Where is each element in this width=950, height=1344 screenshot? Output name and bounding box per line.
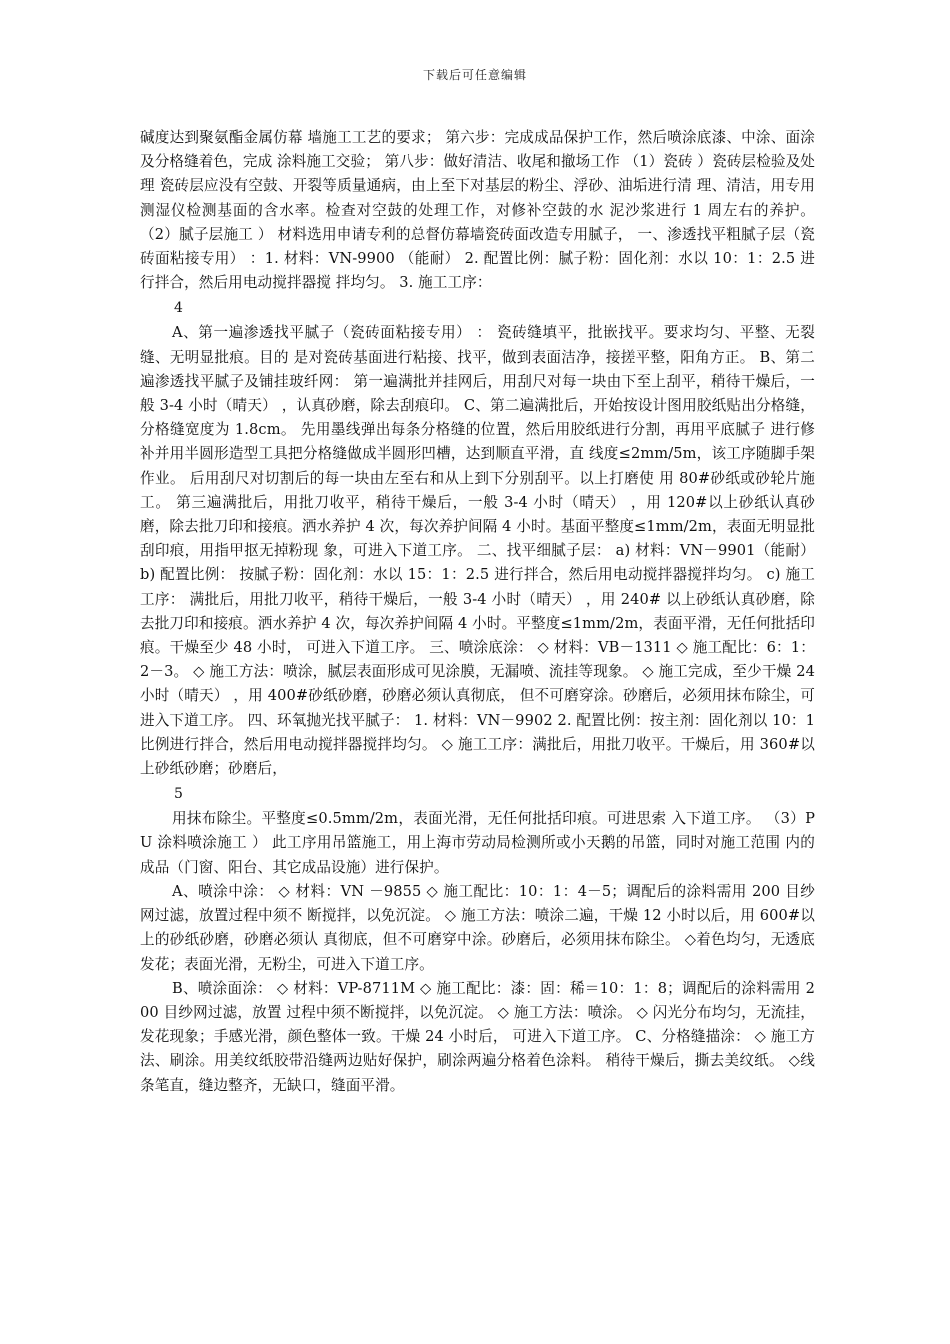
- paragraph: 用抹布除尘。平整度≤0.5mm/2m，表面光滑，无任何批括印痕。可进思索 入下道工序。 （3）PU 涂料喷涂施工 ） 此工序用吊篮施工，用上海市劳动局检测所或小天鹅的吊篮，同时对施工范围 内的成品（门窗、阳台、其它成品设施）进行保护。: [140, 810, 815, 876]
- page-number: 5: [174, 786, 184, 803]
- document-body: [140, 126, 815, 1098]
- paragraph: 碱度达到聚氨酯金属仿幕 墙施工工艺的要求； 第六步：完成成品保护工作，然后喷涂底漆、中涂、面涂及分格缝着色，完成 涂料施工交验； 第八步：做好清洁、收尾和撤场工作 （1）瓷砖 ）瓷砖层检验及处理 瓷砖层应没有空鼓、开裂等质量通病，由上至下对基层的粉尘、浮砂、油垢进行清 理、清洁，用专用测湿仪检测基面的含水率。检查对空鼓的处理工作，对修补空鼓的水 泥沙浆进行 1 周左右的养护。 （2）腻子层施工 ） 材料选用申请专利的总督仿幕墙瓷砖面改造专用腻子， 一、渗透找平粗腻子层（瓷砖面粘接专用） ：1. 材料：VN-9900 （能耐） 2. 配置比例：腻子粉：固化剂：水以 10：1：2.5 进行拌合，然后用电动搅拌器搅 拌均匀。 3. 施工工序：: [140, 129, 815, 292]
- paragraph: B、喷涂面涂： ◇ 材料：VP-8711M ◇ 施工配比：漆：固：稀＝10：1：8；调配后的涂料需用 200 目纱网过滤，放置 过程中须不断搅拌，以免沉淀。 ◇ 施工方法：喷涂。 ◇ 闪光分布均匀，无流挂，发花现象；手感光滑，颜色整体一致。干燥 24 小时后， 可进入下道工序。 C、分格缝描涂： ◇ 施工方法、刷涂。用美纹纸胶带沿缝两边贴好保护，刷涂两遍分格着色涂料。 稍待干燥后，撕去美纹纸。 ◇线条笔直，缝边整齐，无缺口，缝面平滑。: [140, 979, 815, 1094]
- page-number: 4: [174, 300, 184, 317]
- paragraph: A、第一遍渗透找平腻子（瓷砖面粘接专用） ： 瓷砖缝填平，批嵌找平。要求均匀、平整、无裂缝、无明显批痕。目的 是对瓷砖基面进行粘接、找平，做到表面洁净，接搓平整，阳角方正。 B、第二遍渗透找平腻子及铺挂玻纤网： 第一遍满批并挂网后，用刮尺对每一块由下至上刮平，稍待干燥后，一 般 3-4 小时（晴天） ，认真砂磨，除去刮痕印。 C、第二遍满批后，开始按设计图用胶纸贴出分格缝，分格缝宽度为 1.8cm。 先用墨线弹出每条分格缝的位置，然后用胶纸进行分割，再用平底腻子 进行修补并用半圆形造型工具把分格缝做成半圆形凹槽，达到顺直平滑，直 线度≤2mm/5m，该工序随脚手架作业。 后用刮尺对切割后的每一块由左至右和从上到下分别刮平。以上打磨使 用 80#砂纸或砂轮片施工。 第三遍满批后，用批刀收平，稍待干燥后，一般 3-4 小时（晴天） ，用 120#以上砂纸认真砂磨，除去批刀印和接痕。洒水养护 4 次，每次养护间隔 4 小时。基面平整度≤1mm/2m，表面无明显批刮印痕，用指甲抠无掉粉现 象，可进入下道工序。 二、找平细腻子层： a) 材料：VN－9901（能耐） b) 配置比例： 按腻子粉：固化剂：水以 15：1：2.5 进行拌合，然后用电动搅拌器搅拌均匀。 c) 施工工序： 满批后，用批刀收平，稍待干燥后，一般 3-4 小时（晴天） ，用 240# 以上砂纸认真砂磨，除去批刀印和接痕。洒水养护 4 次，每次养护间隔 4 小时。平整度≤1mm/2m，表面平滑，无任何批括印痕。干燥至少 48 小时， 可进入下道工序。 三、喷涂底涂： ◇ 材料：VB－1311 ◇ 施工配比：6：1：2－3。 ◇ 施工方法：喷涂，腻层表面形成可见涂膜，无漏喷、流挂等现象。 ◇ 施工完成，至少干燥 24 小时（晴天） ，用 400#砂纸砂磨，砂磨必须认真彻底， 但不可磨穿涂。砂磨后，必须用抹布除尘，可进入下道工序。 四、环氧抛光找平腻子： 1. 材料：VN－9902 2. 配置比例：按主剂：固化剂以 10：1 比例进行拌合，然后用电动搅拌器搅拌均匀。 ◇ 施工工序：满批后，用批刀收平。干燥后，用 360#以上砂纸砂磨；砂磨后，: [140, 324, 815, 778]
- paragraph: A、喷涂中涂： ◇ 材料：VN －9855 ◇ 施工配比：10：1：4－5；调配后的涂料需用 200 目纱网过滤，放置过程中须不 断搅拌，以免沉淀。 ◇ 施工方法：喷涂二遍，干燥 12 小时以后，用 600#以上的砂纸砂磨，砂磨必须认 真彻底，但不可磨穿中涂。砂磨后，必须用抹布除尘。 ◇着色均匀，无透底发花；表面光滑，无粉尘，可进入下道工序。: [140, 882, 815, 973]
- page-header: 下载后可任意编辑: [422, 68, 527, 82]
